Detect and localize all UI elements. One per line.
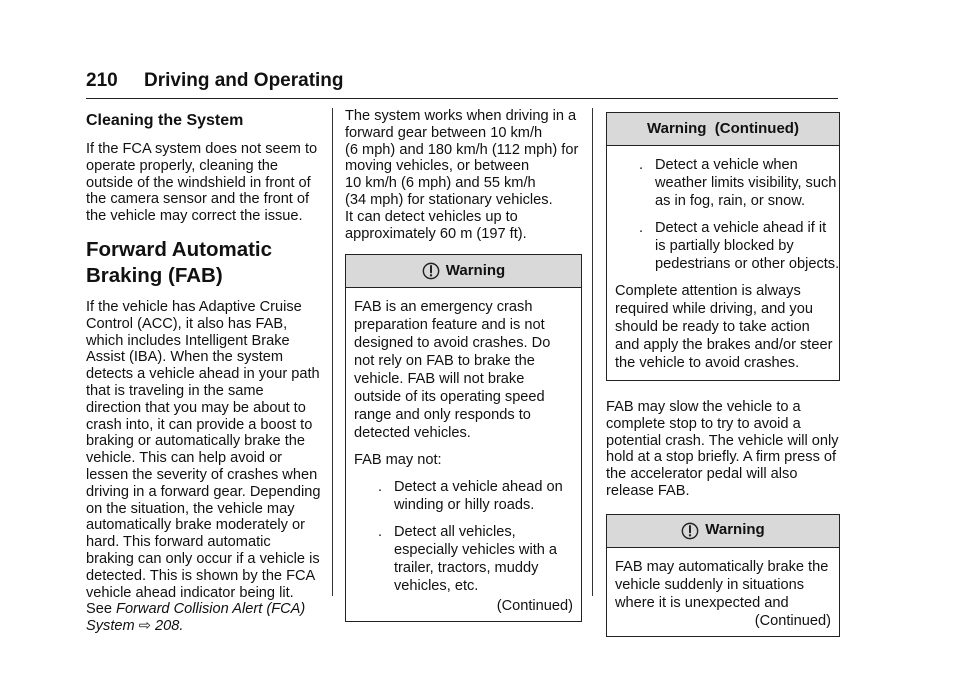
bullet-item (354, 523, 573, 595)
stop-paragraph (606, 399, 840, 500)
text-line: The system works when driving in a (345, 108, 577, 124)
text-line: driving in a forward gear. Depending (86, 483, 321, 500)
column-1 (86, 108, 322, 643)
text-line: detected vehicles. (354, 425, 471, 442)
text-line: It can detect vehicles up to (345, 208, 518, 225)
punctuation: . (179, 618, 184, 635)
see-reference-line (86, 601, 322, 618)
warning-header (346, 255, 581, 288)
text-line: Control (ACC), it also has FAB, (86, 315, 288, 332)
warning-icon (422, 262, 440, 280)
text-line: winding or hilly roads. (394, 497, 535, 514)
heading-line: Braking (FAB) (86, 263, 223, 287)
subheading: Cleaning the System (86, 112, 244, 129)
bullet-item (354, 478, 573, 514)
text-line: crash into, it can provide a boost to (86, 416, 313, 433)
text-line: vehicle ahead indicator being lit. (86, 584, 294, 601)
text-line: operate properly, cleaning the (86, 157, 279, 174)
text-line: detects a vehicle ahead in your path (86, 366, 320, 383)
warning-text (615, 282, 831, 372)
text-line: forward gear between 10 km/h (345, 124, 543, 141)
text-line: Detect a vehicle ahead on (394, 479, 563, 496)
bullet-item (615, 219, 840, 273)
bullet-icon: . (378, 524, 383, 541)
warning-icon (681, 522, 699, 540)
text-line: that is traveling in the same (86, 382, 264, 399)
text-line: trailer, tractors, muddy (394, 560, 539, 577)
text-line: should be ready to take action (615, 319, 810, 335)
section-title: Driving and Operating (144, 70, 344, 91)
text-line: outside of the windshield in front of (86, 174, 311, 191)
page-reference[interactable]: 208 (155, 618, 180, 635)
warning-body (346, 288, 581, 621)
text-line: (34 mph) for stationary vehicles. (345, 191, 553, 208)
text-line: Complete attention is always (615, 283, 801, 299)
text-line: potential crash. The vehicle will only (606, 432, 839, 449)
text-line: which includes Intelligent Brake (86, 332, 290, 349)
text-line: Detect all vehicles, (394, 524, 516, 541)
warning-body (607, 548, 839, 636)
text-line: Detect a vehicle ahead if it (655, 220, 827, 236)
text-line: Assist (IBA). When the system (86, 349, 284, 366)
fab-paragraph (86, 299, 322, 635)
warning-text (354, 298, 573, 442)
text-line: 10 km/h (6 mph) and 55 km/h (345, 175, 536, 192)
warning-continued-box (606, 112, 840, 381)
page-header (86, 70, 838, 99)
page-ref-arrow-icon: ⇨ (138, 618, 151, 635)
text-line: If the vehicle has Adaptive Cruise (86, 298, 302, 315)
text-line: approximately 60 m (197 ft). (345, 225, 527, 242)
text-line: vehicle. FAB will not brake (354, 371, 525, 388)
bullet-item (615, 156, 837, 210)
text-line: vehicle suddenly in situations (615, 576, 805, 593)
text-line: range and only responds to (354, 407, 531, 424)
text-line: required while driving, and you (615, 301, 813, 317)
fca-reference-link[interactable]: System (86, 618, 135, 635)
section-heading (86, 237, 322, 289)
text-line: release FAB. (606, 482, 690, 499)
text-line: as in fog, rain, or snow. (655, 193, 806, 209)
text-line: especially vehicles with a (394, 542, 558, 559)
cleaning-paragraph (86, 141, 322, 225)
warning-box (345, 254, 582, 622)
bullet-icon: . (639, 157, 644, 173)
may-not-label: FAB may not: (354, 452, 442, 469)
text-line: FAB is an emergency crash (354, 299, 533, 316)
text-line: complete stop to try to avoid a (606, 415, 801, 432)
text-line: not rely on FAB to brake the (354, 353, 535, 370)
text-line: on the situation, the vehicle may (86, 500, 295, 517)
text-line: designed to avoid crashes. Do (354, 335, 551, 352)
text-line: direction that you may be about to (86, 399, 306, 416)
fca-reference-link[interactable]: Forward Collision Alert (FCA) (116, 601, 306, 618)
text-line: is partially blocked by (655, 238, 794, 254)
warning-title: Warning (Continued) (647, 119, 799, 137)
warning-header (607, 113, 839, 146)
text-line: hold at a stop briefly. A firm press of (606, 449, 837, 466)
column-divider (592, 108, 593, 596)
text-line: the accelerator pedal will also (606, 466, 798, 483)
text-line: (6 mph) and 180 km/h (112 mph) for (345, 141, 579, 158)
column-divider (332, 108, 333, 596)
text-line: detected. This is shown by the FCA (86, 567, 316, 584)
bullet-icon: . (639, 220, 644, 236)
column-3 (606, 108, 840, 637)
text-line: braking can only occur if a vehicle is (86, 550, 320, 567)
text-line: FAB may slow the vehicle to a (606, 399, 801, 415)
text-line: FAB may automatically brake the (615, 558, 829, 575)
text-line: moving vehicles, or between (345, 158, 530, 175)
heading-line: Forward Automatic (86, 237, 273, 261)
text-line: If the FCA system does not seem to (86, 141, 318, 157)
warning-body (607, 146, 839, 380)
text-line: outside of its operating speed (354, 389, 545, 406)
column-2 (345, 108, 582, 622)
text-line: hard. This forward automatic (86, 534, 271, 551)
operating-range-paragraph (345, 108, 582, 242)
see-reference-line (86, 618, 322, 635)
text-line: pedestrians or other objects. (655, 256, 840, 272)
text-line: where it is unexpected and (615, 594, 789, 611)
continued-label: (Continued) (754, 612, 831, 629)
text-line: lessen the severity of crashes when (86, 466, 318, 483)
text-line: Detect a vehicle when (655, 157, 798, 173)
text-line: the vehicle to avoid crashes. (615, 355, 800, 371)
text-line: vehicle. This can help avoid or (86, 450, 283, 467)
text-line: the vehicle may correct the issue. (86, 208, 303, 225)
warning-text (615, 558, 831, 612)
warning-box (606, 514, 840, 637)
bullet-icon: . (378, 479, 383, 496)
warning-header (607, 515, 839, 548)
see-prefix: See (86, 601, 117, 618)
text-line: weather limits visibility, such (655, 175, 837, 191)
text-line: preparation feature and is not (354, 317, 545, 334)
warning-title: Warning (705, 521, 765, 539)
text-line: braking or automatically brake the (86, 433, 306, 450)
text-line: automatically brake moderately or (86, 517, 306, 534)
continued-label: (Continued) (496, 598, 573, 615)
text-line: and apply the brakes and/or steer (615, 337, 833, 353)
page-number: 210 (86, 70, 118, 91)
warning-title: Warning (445, 261, 506, 279)
text-line: vehicles, etc. (394, 578, 479, 595)
text-line: the camera sensor and the front of (86, 191, 310, 208)
